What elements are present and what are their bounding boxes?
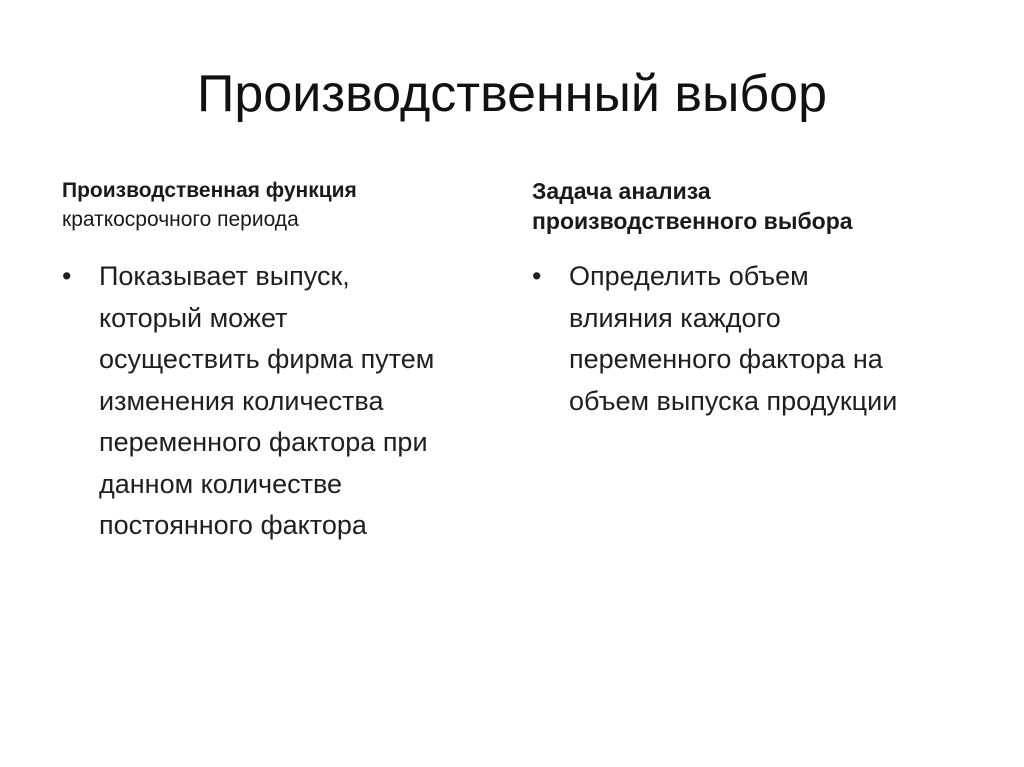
bullet-line: данном количестве [99, 468, 343, 499]
bullet-icon: • [532, 261, 542, 291]
bullet-line: который может [99, 302, 288, 333]
left-heading-bold: Производственная функция [62, 179, 357, 202]
bullet-line: переменного фактора на [569, 344, 883, 374]
right-heading-line: производственного выбора [532, 208, 853, 234]
bullet-line: переменного фактора при [99, 427, 428, 457]
left-heading [62, 176, 502, 234]
bullet-line: изменения количества [99, 385, 384, 416]
left-bullet-list [62, 256, 492, 547]
right-column [532, 176, 972, 416]
bullet-line: Определить объем [569, 261, 809, 291]
right-bullet-list [532, 256, 972, 422]
slide-title: Производственный выбор [197, 65, 827, 123]
bullet-line: осуществить фирма путем [99, 344, 435, 374]
bullet-line: постоянного фактора [99, 510, 367, 540]
bullet-icon: • [62, 261, 72, 291]
bullet-line: объем выпуска продукции [569, 385, 898, 416]
bullet-line: Показывает выпуск, [99, 261, 350, 291]
left-column [62, 176, 502, 540]
right-bullet-item [532, 256, 972, 422]
right-heading [532, 176, 972, 236]
left-bullet-item [62, 256, 492, 547]
right-heading-line: Задача анализа [532, 178, 711, 204]
bullet-line: влияния каждого [569, 302, 781, 333]
left-heading-regular: краткосрочного периода [62, 208, 299, 231]
